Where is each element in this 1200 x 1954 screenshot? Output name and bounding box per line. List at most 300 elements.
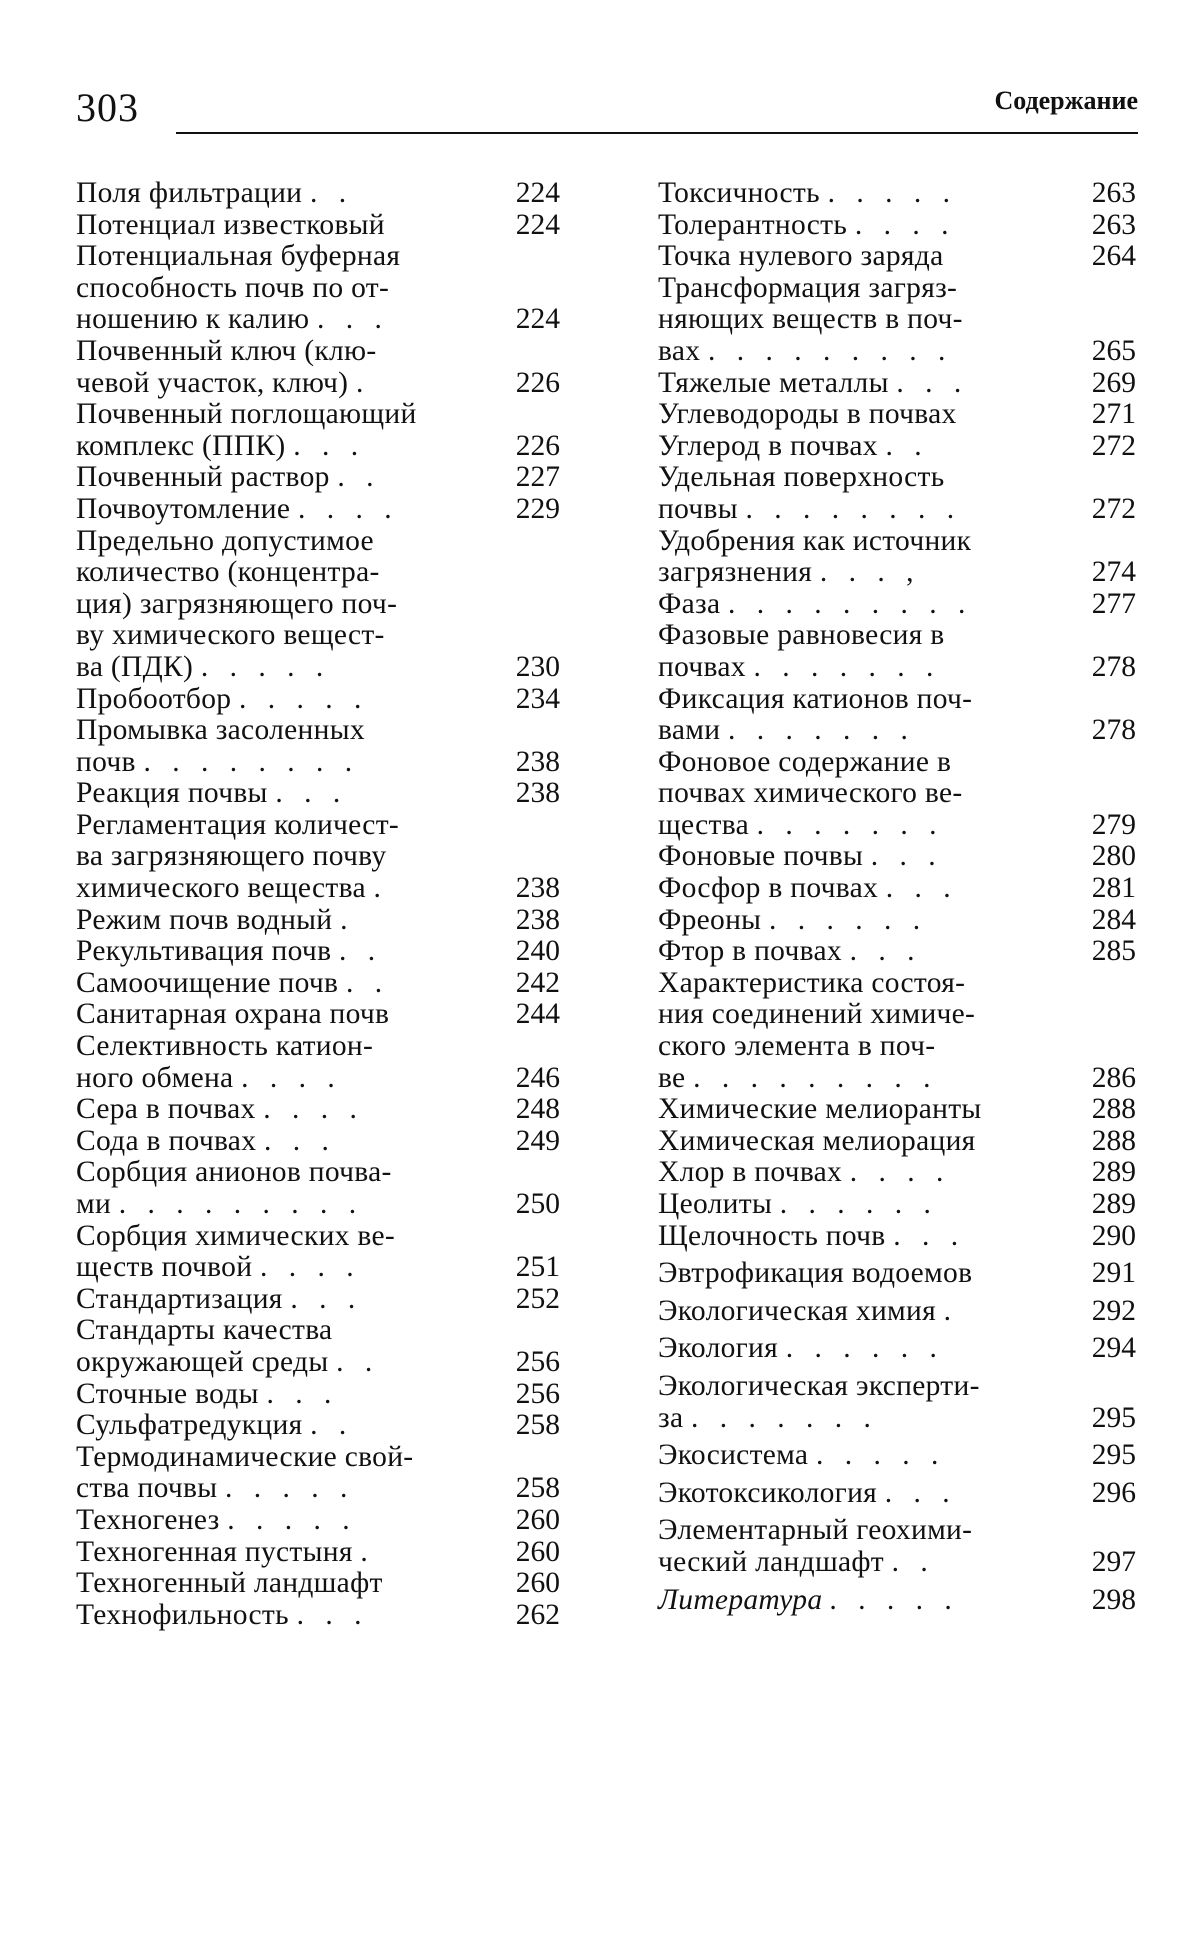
entry-term: Характеристика состоя- ния соединений химиче- ского элемента в поч- ве [658,966,976,1094]
entry-page-number: 260 [515,1535,560,1568]
entry-text-wrap [658,399,1066,431]
index-entry [658,1258,1136,1290]
entry-page-number: 295 [1091,1401,1136,1434]
entry-text-wrap [76,810,490,905]
header-rule [176,132,1138,134]
index-entry [76,399,560,462]
entry-term: Фиксация катионов поч- вами [658,682,973,747]
index-entry [76,494,560,526]
entry-page-number: 298 [1091,1583,1136,1616]
entry-text-wrap [658,462,1066,525]
index-entry [658,905,1136,937]
index-entry [76,336,560,399]
entry-leader-dots: . . . . . . . [691,1401,878,1434]
entry-term: Режим почв водный [76,903,333,936]
entry-term: Экология [658,1332,778,1365]
entry-term: Почвенный раствор [76,461,330,494]
entry-text-wrap [76,999,490,1031]
entry-leader-dots: . . . . [849,1156,951,1189]
entry-text-wrap [658,905,1066,937]
entry-text-wrap [658,273,1066,368]
entry-text-wrap [658,210,1066,242]
page-number: 303 [76,85,139,130]
entry-page-number: 251 [515,1251,560,1284]
index-entry [658,620,1136,683]
index-entry [658,1094,1136,1126]
entry-term: Фреоны [658,903,762,936]
entry-page-number: 258 [515,1409,560,1442]
entry-text-wrap [76,1031,490,1094]
entry-term: Технофильность [76,1598,289,1631]
entry-page-number: 290 [1091,1219,1136,1252]
entry-term: Техногенез [76,1503,220,1536]
entry-term: Рекультивация почв [76,935,332,968]
entry-text-wrap [76,1410,490,1442]
entry-leader-dots: . . . . [260,1251,361,1284]
index-entry [76,1094,560,1126]
entry-text-wrap [76,936,490,968]
entry-leader-dots: . . . , [819,556,921,589]
entry-leader-dots: . . . . . [827,177,957,209]
entry-page-number: 269 [1091,366,1136,399]
entry-page-number: 244 [515,998,560,1031]
entry-page-number: 248 [515,1093,560,1126]
entry-page-number: 264 [1091,240,1136,273]
entry-term: Фаза [658,587,721,620]
entry-page-number: 295 [1091,1439,1136,1472]
entry-term: Углеводороды в почвах [658,398,957,431]
entry-leader-dots: . . . . . [816,1439,946,1472]
entry-leader-dots: . . . . [241,1061,342,1094]
entry-leader-dots: . . . [317,303,389,336]
index-entry [76,178,560,210]
entry-leader-dots: . . . . . . . . [143,745,360,778]
index-entry [76,1600,560,1632]
entry-text-wrap [76,241,490,336]
entry-text-wrap [76,1537,490,1569]
entry-term: Углерод в почвах [658,429,878,462]
index-entry [76,462,560,494]
entry-text-wrap [76,1315,490,1378]
index-entry [76,1315,560,1378]
entry-text-wrap [76,336,490,399]
entry-text-wrap [658,1189,1066,1221]
index-entry [76,1442,560,1505]
entry-term: Литература [658,1583,823,1616]
entry-text-wrap [76,399,490,462]
index-entry [76,1157,560,1220]
index-entry [658,1371,1136,1434]
running-head: Содержание [994,86,1138,115]
entry-leader-dots: . . [345,966,390,999]
entry-page-number: 262 [515,1598,560,1631]
entry-leader-dots: . . . . . . . . . [707,334,953,367]
index-entry [658,936,1136,968]
entry-term: Сульфатредукция [76,1409,303,1442]
index-entry [658,210,1136,242]
entry-page-number: 227 [515,461,560,494]
index-entry [658,968,1136,1094]
entry-page-number: 226 [515,366,560,399]
entry-leader-dots: . . . [884,1476,957,1509]
entry-term: Санитарная охрана почв [76,998,390,1031]
entry-text-wrap [658,1258,1066,1290]
entry-leader-dots: . . . . . . . . . [118,1188,364,1220]
entry-text-wrap [658,241,1066,273]
entry-term: Удельная поверхность почвы [658,461,945,525]
index-entry [76,936,560,968]
entry-text-wrap [658,178,1066,210]
entry-term: Реакция почвы [76,777,268,810]
index-entry [658,178,1136,210]
entry-page-number: 242 [515,966,560,999]
entry-text-wrap [658,873,1066,905]
entry-text-wrap [76,462,490,494]
entry-leader-dots: . [356,366,371,399]
entry-leader-dots: . [360,1535,375,1568]
entry-page-number: 234 [515,682,560,715]
entry-leader-dots: . . . . [854,208,956,241]
entry-leader-dots: . . . . . . [779,1188,938,1220]
entry-page-number: 230 [515,650,560,683]
index-entry [658,873,1136,905]
index-entry [658,1126,1136,1158]
entry-text-wrap [658,841,1066,873]
entry-text-wrap [658,1515,1066,1578]
entry-page-number: 288 [1091,1093,1136,1126]
entry-term: Фоновые почвы [658,840,864,873]
index-entry [658,399,1136,431]
entry-page-number: 246 [515,1061,560,1094]
index-entry [76,778,560,810]
entry-page-number: 271 [1091,398,1136,431]
index-entry [76,526,560,684]
entry-page-number: 292 [1091,1294,1136,1327]
entry-term: Эвтрофикация водоемов [658,1257,973,1290]
entry-term: Экотоксикология [658,1476,878,1509]
index-entry [76,1126,560,1158]
entry-term: Фазовые равновесия в почвах [658,619,945,683]
entry-leader-dots: . . . . . . . . [745,492,962,525]
index-entry [76,968,560,1000]
entry-leader-dots: . . [336,1345,380,1378]
entry-page-number: 238 [515,872,560,905]
index-entry [658,747,1136,842]
entry-page-number: 260 [515,1567,560,1600]
entry-leader-dots: . . . . . . [769,903,928,936]
entry-leader-dots: . . . [885,872,958,905]
entry-page-number: 296 [1091,1476,1136,1509]
entry-leader-dots: . . [339,935,383,968]
entry-term: Экосистема [658,1439,809,1472]
entry-page-number: 291 [1091,1257,1136,1290]
index-entry [76,1568,560,1600]
entry-page-number: 256 [515,1377,560,1410]
entry-page-number: 286 [1091,1061,1136,1094]
entry-leader-dots: . . . . . . [785,1332,944,1365]
entry-text-wrap [658,1585,1066,1617]
entry-term: Экологическая эксперти- за [658,1369,980,1434]
entry-term: Сера в почвах [76,1093,256,1126]
index-entry [658,1157,1136,1189]
entry-text-wrap [76,1094,490,1126]
entry-page-number: 238 [515,903,560,936]
entry-term: Поля фильтрации [76,177,303,209]
entry-leader-dots: . . . [275,777,348,810]
entry-page-number: 272 [1091,492,1136,525]
entry-text-wrap [658,747,1066,842]
entry-text-wrap [76,494,490,526]
entry-leader-dots: . . [310,1409,354,1442]
entry-leader-dots: . . . . . [239,682,369,715]
index-entry [76,905,560,937]
entry-page-number: 263 [1091,177,1136,209]
entry-leader-dots: . . [337,461,381,494]
entry-text-wrap [658,1333,1066,1365]
entry-text-wrap [76,1568,490,1600]
entry-term: Сода в почвах [76,1124,257,1157]
entry-term: Точка нулевого заряда [658,240,944,273]
index-entry [76,810,560,905]
index-entry [658,368,1136,400]
entry-page-number: 260 [515,1503,560,1536]
entry-term: Фосфор в почвах [658,872,879,905]
entry-term: Термодинамические свой- ства почвы [76,1440,414,1505]
entry-page-number: 277 [1091,587,1136,620]
entry-page-number: 288 [1091,1124,1136,1157]
left-column [76,178,560,1631]
index-entry [76,684,560,716]
entry-leader-dots: . . [891,1545,935,1578]
entry-text-wrap [76,178,490,210]
entry-text-wrap [658,684,1066,747]
entry-term: Самоочищение почв [76,966,339,999]
entry-leader-dots: . . . . . [830,1583,960,1616]
entry-page-number: 224 [515,177,560,209]
entry-text-wrap [76,1221,490,1284]
entry-term: Цеолиты [658,1188,773,1220]
entry-page-number: 280 [1091,840,1136,873]
index-entry [658,1189,1136,1221]
entry-text-wrap [658,1440,1066,1472]
index-entry [658,1478,1136,1510]
entry-text-wrap [76,778,490,810]
entry-text-wrap [76,1126,490,1158]
entry-term: Сорбция анионов почва- ми [76,1156,392,1220]
entry-leader-dots: . . . [290,1282,363,1315]
index-entry [76,1379,560,1411]
entry-leader-dots: . [340,903,355,936]
entry-text-wrap [658,526,1066,589]
entry-term: Почвенный поглощающий комплекс (ППК) [76,398,417,462]
entry-page-number: 289 [1091,1156,1136,1189]
entry-text-wrap [658,1296,1066,1328]
right-column [658,178,1136,1616]
entry-page-number: 265 [1091,334,1136,367]
index-entry [658,1440,1136,1472]
index-entry [658,431,1136,463]
index-entry [658,273,1136,368]
entry-page-number: 285 [1091,935,1136,968]
entry-text-wrap [658,968,1066,1094]
entry-leader-dots: . . . . . . . . . [728,587,973,620]
entry-term: Химические мелиоранты [658,1093,982,1126]
entry-leader-dots: . [943,1294,959,1327]
index-entry [76,1031,560,1094]
entry-term: Потенциальная буферная способность почв по от- ношению к калию [76,240,401,336]
index-entry [76,715,560,778]
entry-leader-dots: . . . [293,429,366,462]
entry-leader-dots: . . . [296,1598,369,1631]
index-entry [76,1505,560,1537]
index-entry [658,241,1136,273]
entry-leader-dots: . . . . [297,492,399,525]
entry-term: Толерантность [658,208,848,241]
entry-term: Фтор в почвах [658,935,842,968]
entry-text-wrap [76,715,490,778]
entry-term: Элементарный геохими- ческий ландшафт [658,1514,973,1578]
entry-leader-dots: . . . . . . . [753,650,941,683]
entry-text-wrap [658,936,1066,968]
entry-leader-dots: . . . [893,1219,966,1252]
entry-term: Предельно допустимое количество (концентра- ция) загрязняющего поч- ву химического вещест- ва (ПДК) [76,524,398,683]
index-entry [658,684,1136,747]
entry-text-wrap [76,968,490,1000]
entry-term: Селективность катион- ного обмена [76,1030,374,1094]
entry-leader-dots: . . . [849,935,922,968]
entry-term: Почвоутомление [76,492,291,525]
entry-text-wrap [76,1442,490,1505]
index-entry [658,1296,1136,1328]
index-entry [658,526,1136,589]
entry-term: Хлор в почвах [658,1156,843,1189]
index-entry [76,999,560,1031]
entry-page-number: 258 [515,1472,560,1505]
entry-leader-dots: . . . [266,1377,339,1410]
entry-leader-dots: . . . [870,840,943,873]
entry-text-wrap [76,210,490,242]
index-entry [76,1221,560,1284]
entry-leader-dots: . . . [896,366,969,399]
index-entry [658,462,1136,525]
entry-term: Фоновое содержание в почвах химического ве- щества [658,745,963,841]
entry-text-wrap [76,1379,490,1411]
entry-text-wrap [76,526,490,684]
entry-term: Щелочность почв [658,1219,886,1252]
entry-text-wrap [658,431,1066,463]
entry-page-number: 252 [515,1282,560,1315]
entry-term: Тяжелые металлы [658,366,889,399]
index-entry [76,1410,560,1442]
entry-page-number: 224 [515,303,560,336]
entry-page-number: 263 [1091,208,1136,241]
entry-text-wrap [658,1094,1066,1126]
entry-leader-dots: . . . [263,1124,336,1157]
entry-text-wrap [76,1505,490,1537]
entry-leader-dots: . . . . . . . [727,714,915,747]
entry-leader-dots: . [373,872,388,905]
index-entry [658,1515,1136,1578]
entry-text-wrap [658,589,1066,621]
index-entry [658,1585,1136,1617]
entry-leader-dots: . . . . . [225,1472,355,1505]
entry-page-number: 256 [515,1345,560,1378]
entry-term: Потенциал известковый [76,208,385,241]
entry-term: Сточные воды [76,1377,259,1410]
entry-page-number: 238 [515,777,560,810]
entry-page-number: 226 [515,429,560,462]
entry-leader-dots: . . . . . [227,1503,357,1536]
entry-page-number: 238 [515,745,560,778]
entry-text-wrap [658,1126,1066,1158]
entry-page-number: 297 [1091,1545,1136,1578]
entry-text-wrap [76,684,490,716]
entry-page-number: 272 [1091,429,1136,462]
entry-page-number: 249 [515,1124,560,1157]
entry-term: Техногенный ландшафт [76,1567,383,1600]
entry-term: Пробоотбор [76,682,232,715]
entry-term: Экологическая химия [658,1294,936,1327]
entry-term: Техногенная пустыня [76,1535,353,1568]
entry-text-wrap [76,1284,490,1316]
index-entry [76,1537,560,1569]
index-entry [76,210,560,242]
index-entry [658,589,1136,621]
entry-term: Удобрения как источник загрязнения [658,524,972,589]
entry-text-wrap [658,368,1066,400]
entry-text-wrap [658,1157,1066,1189]
index-entry [658,1221,1136,1253]
entry-leader-dots: . . . . . . . [756,808,944,841]
entry-term: Промывка засоленных почв [76,714,365,778]
entry-term: Химическая мелиорация [658,1124,976,1157]
entry-leader-dots: . . . . . . . . . [693,1061,938,1094]
index-entry [76,241,560,336]
entry-leader-dots: . . . . [263,1093,364,1126]
entry-term: Стандарты качества окружающей среды [76,1314,333,1378]
entry-term: Почвенный ключ (клю- чевой участок, ключ) [76,334,377,399]
entry-term: Регламентация количест- ва загрязняющего почву химического вещества [76,808,400,905]
entry-page-number: 294 [1091,1332,1136,1365]
entry-term: Токсичность [658,177,820,209]
index-entry [76,1284,560,1316]
entry-leader-dots: . . . . . [200,650,331,683]
entry-page-number: 240 [515,935,560,968]
entry-page-number: 229 [515,492,560,525]
entry-page-number: 250 [515,1188,560,1220]
entry-text-wrap [658,1371,1066,1434]
index-entry [658,841,1136,873]
entry-text-wrap [76,905,490,937]
entry-text-wrap [658,1478,1066,1510]
entry-page-number: 281 [1091,872,1136,905]
entry-text-wrap [76,1157,490,1220]
entry-page-number: 224 [515,208,560,241]
entry-page-number: 274 [1091,556,1136,589]
entry-term: Сорбция химических ве- ществ почвой [76,1219,395,1284]
entry-term: Трансформация загряз- няющих веществ в поч- вах [658,271,963,367]
entry-text-wrap [658,1221,1066,1253]
entry-page-number: 278 [1091,650,1136,683]
entry-term: Стандартизация [76,1282,283,1315]
entry-page-number: 289 [1091,1188,1136,1220]
entry-page-number: 278 [1091,714,1136,747]
index-entry [658,1333,1136,1365]
entry-page-number: 279 [1091,808,1136,841]
entry-leader-dots: . . [885,429,929,462]
entry-text-wrap [76,1600,490,1632]
entry-leader-dots: . . [309,177,354,209]
